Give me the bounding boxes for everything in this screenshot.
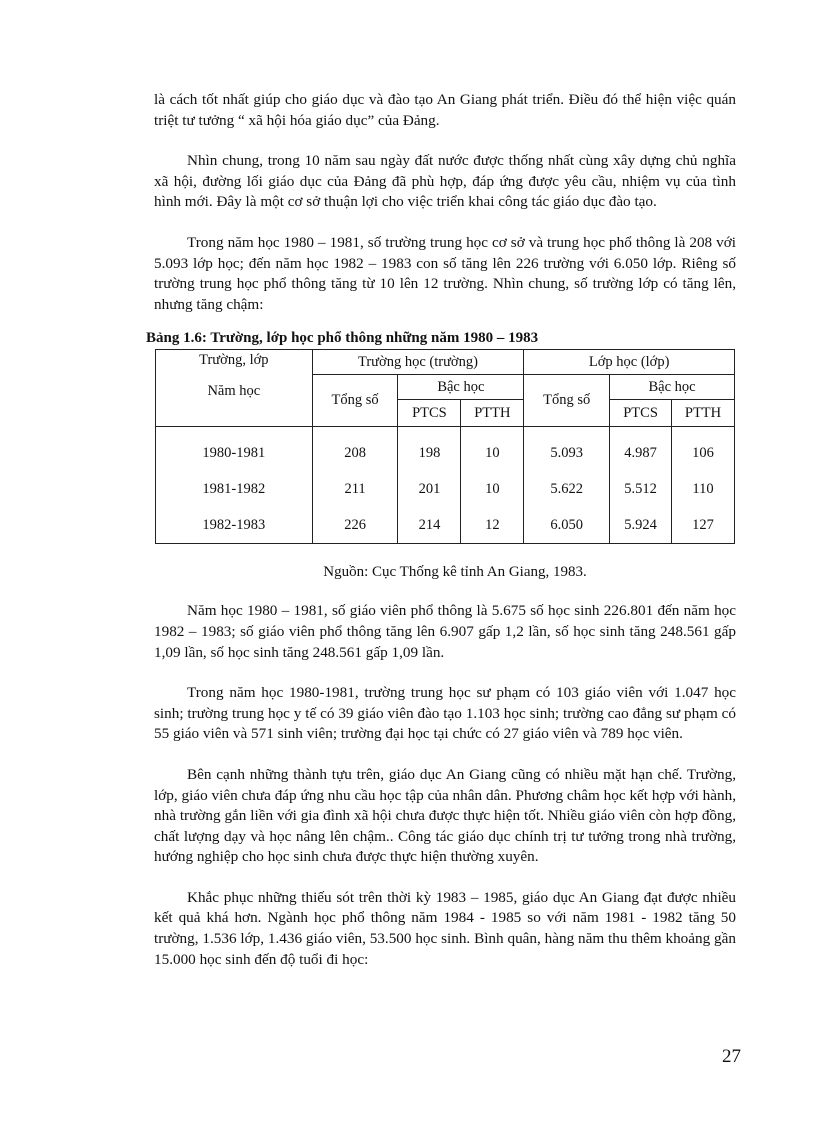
paragraph-1: là cách tốt nhất giúp cho giáo dục và đào tạo An Giang phát triển. Điều đó thể hiện việc quán triệt tư tưởng “ xã hội hóa giáo dục” của Đảng. — [154, 91, 736, 129]
row-schools-total: 211 — [312, 471, 398, 507]
row-year: 1982-1983 — [156, 507, 313, 544]
header-schools-ptth: PTTH — [461, 400, 524, 427]
table-corner-cell — [156, 350, 313, 427]
row-year: 1981-1982 — [156, 471, 313, 507]
row-classes-total: 5.093 — [524, 435, 610, 471]
row-schools-total: 208 — [312, 435, 398, 471]
row-schools-ptth: 10 — [461, 435, 524, 471]
header-schools-total: Tổng số — [312, 375, 398, 427]
paragraph-7: Khắc phục những thiếu sót trên thời kỳ 1983 – 1985, giáo dục An Giang đạt được nhiều kết quả khá hơn. Ngành học phổ thông năm 1984 - 1985 so với năm 1981 - 1982 tăng 50 trường, 1.536 lớp, 1.436 giáo viên, 53.500 học sinh. Bình quân, hàng năm thu thêm khoảng gần 15.000 học sinh đến độ tuổi đi học: — [154, 888, 736, 968]
header-schools-level: Bậc học — [398, 375, 524, 400]
table-row — [156, 507, 735, 544]
paragraph-5: Trong năm học 1980-1981, trường trung học sư phạm có 103 giáo viên với 1.047 học sinh; trường trung học y tế có 39 giáo viên đào tạo 1.103 học sinh; trường cao đẳng sư phạm có 55 giáo viên và 571 sinh viên; trường đại học tại chức có 27 giáo viên và 789 học viên. — [154, 684, 736, 743]
paragraph-3: Trong năm học 1980 – 1981, số trường trung học cơ sở và trung học phổ thông là 208 với 5.093 lớp học; đến năm học 1982 – 1983 con số tăng lên 226 trường với 6.050 lớp. Riêng số trường trung học phổ thông tăng từ 10 lên 12 trường. Nhìn chung, số trường lớp có tăng lên, nhưng tăng chậm: — [154, 233, 736, 313]
row-classes-ptcs: 5.924 — [610, 507, 672, 544]
schools-classes-table — [155, 349, 735, 544]
row-schools-ptth: 12 — [461, 507, 524, 544]
header-classes-total: Tổng số — [524, 375, 610, 427]
header-classes-level: Bậc học — [610, 375, 735, 400]
header-classes-group: Lớp học (lớp) — [524, 350, 735, 375]
header-classes-ptcs: PTCS — [610, 400, 672, 427]
table-row — [156, 471, 735, 507]
corner-top-label: Trường, lớp — [199, 352, 269, 369]
row-schools-total: 226 — [312, 507, 398, 544]
header-schools-ptcs: PTCS — [398, 400, 461, 427]
paragraph-6: Bên cạnh những thành tựu trên, giáo dục An Giang cũng có nhiều mặt hạn chế. Trường, lớp, giáo viên chưa đáp ứng nhu cầu học tập của nhân dân. Phương châm học kết hợp với hành, nhà trường gắn liền với gia đình xã hội chưa được thực hiện tốt. Nhiều giáo viên còn hợp đồng, chất lượng dạy và học nâng lên chậm.. Công tác giáo dục chính trị tư tưởng trong nhà trường, hướng nghiệp cho học sinh chưa được thực hiện thường xuyên. — [154, 765, 736, 866]
row-schools-ptcs: 198 — [398, 435, 461, 471]
row-classes-ptcs: 4.987 — [610, 435, 672, 471]
row-classes-total: 6.050 — [524, 507, 610, 544]
row-classes-ptth: 106 — [672, 435, 735, 471]
row-schools-ptcs: 201 — [398, 471, 461, 507]
table-source: Nguồn: Cục Thống kê tỉnh An Giang, 1983. — [323, 564, 587, 581]
table-row — [156, 435, 735, 471]
row-schools-ptth: 10 — [461, 471, 524, 507]
table-caption: Bảng 1.6: Trường, lớp học phổ thông những năm 1980 – 1983 — [146, 330, 539, 347]
row-classes-ptth: 127 — [672, 507, 735, 544]
paragraph-4: Năm học 1980 – 1981, số giáo viên phổ thông là 5.675 số học sinh 226.801 đến năm học 1982 – 1983; số giáo viên phổ thông tăng lên 6.907 gấp 1,2 lần, số học sinh tăng 248.561 gấp 1,09 lần, số học sinh tăng 248.561 gấp 1,09 lần. — [154, 602, 736, 661]
page-number: 27 — [722, 1046, 741, 1067]
row-classes-ptcs: 5.512 — [610, 471, 672, 507]
row-schools-ptcs: 214 — [398, 507, 461, 544]
header-schools-group: Trường học (trường) — [312, 350, 524, 375]
paragraph-2: Nhìn chung, trong 10 năm sau ngày đất nước được thống nhất cùng xây dựng chủ nghĩa xã hội, đường lối giáo dục của Đảng đã phù hợp, đáp ứng được yêu cầu, nhiệm vụ của tình hình mới. Đây là một cơ sở thuận lợi cho việc triển khai công tác giáo dục đào tạo. — [154, 152, 736, 211]
row-classes-ptth: 110 — [672, 471, 735, 507]
row-year: 1980-1981 — [156, 435, 313, 471]
corner-bottom-label: Năm học — [207, 383, 261, 400]
header-classes-ptth: PTTH — [672, 400, 735, 427]
row-classes-total: 5.622 — [524, 471, 610, 507]
document-page — [146, 90, 736, 990]
